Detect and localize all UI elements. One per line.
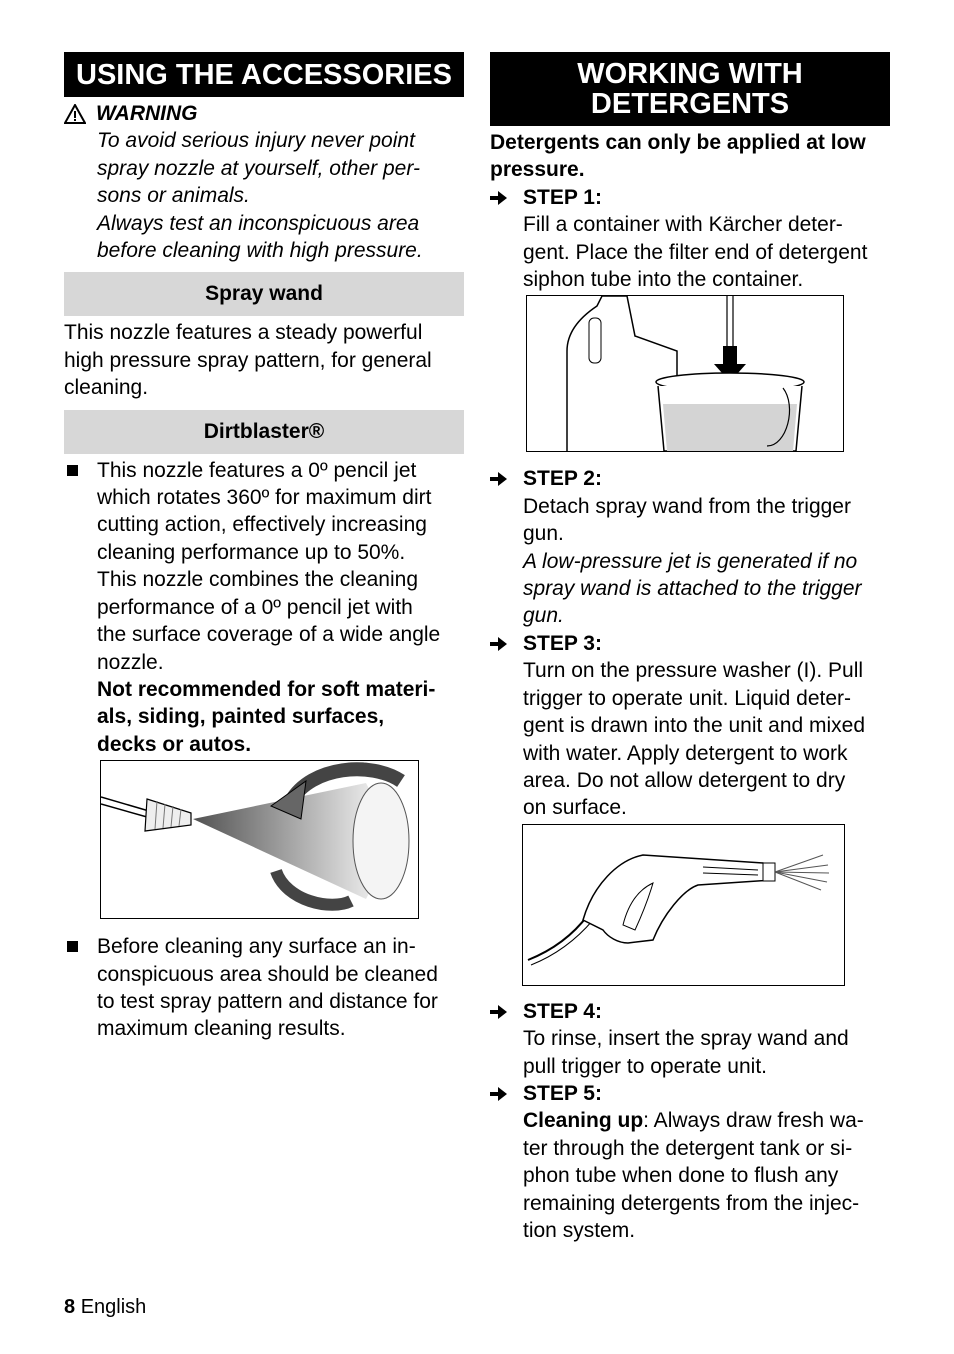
dirtblaster-line: cleaning performance up to 50%.: [97, 540, 406, 564]
arrow-right-icon: [490, 1004, 508, 1020]
warning-line: sons or animals.: [97, 184, 250, 208]
warning-label: WARNING: [96, 102, 198, 125]
right-column: [490, 52, 890, 1244]
step-4-heading: [490, 998, 890, 1025]
step-label: STEP 1:: [523, 185, 602, 209]
step-line: ter through the detergent tank or si-: [523, 1136, 853, 1160]
trigger-gun-illustration: [522, 824, 845, 986]
step-line: Detach spray wand from the trigger: [523, 494, 851, 518]
dirtblaster-illustration: [100, 760, 419, 919]
intro-line: pressure.: [490, 158, 585, 182]
warning-line: spray nozzle at yourself, other per-: [97, 156, 420, 180]
step-line: pull trigger to operate unit.: [523, 1054, 767, 1078]
dirtblaster-caution-line: Not recommended for soft materi-: [97, 677, 436, 701]
step-note-line: A low-pressure jet is generated if no: [523, 549, 858, 573]
detergent-container-illustration: [526, 295, 844, 452]
step-label: STEP 2:: [523, 467, 602, 491]
warning-line: before cleaning with high pressure.: [97, 239, 423, 263]
page-number: 8: [64, 1296, 76, 1318]
step-3-text: [490, 657, 890, 821]
intro-line: Detergents can only be applied at low: [490, 131, 866, 154]
step-line: siphon tube into the container.: [523, 268, 804, 292]
arrow-right-icon: [490, 636, 508, 652]
arrow-right-icon: [490, 190, 508, 206]
step-1-text: [490, 211, 890, 293]
step-line: remaining detergents from the injec-: [523, 1191, 860, 1215]
dirtblaster-line: the surface coverage of a wide angle: [97, 623, 441, 647]
subheading-spray-wand: Spray wand: [64, 272, 464, 316]
step-line: gent. Place the filter end of detergent: [523, 240, 868, 264]
spray-wand-text: [64, 319, 464, 401]
step-line: Turn on the pressure washer (I). Pull: [523, 659, 864, 683]
step-line: To rinse, insert the spray wand and: [523, 1027, 849, 1051]
test-area-line: to test spray pattern and distance for: [97, 989, 438, 1013]
rotating-nozzle-drawing: [101, 761, 418, 918]
dirtblaster-line: performance of a 0º pencil jet with: [97, 595, 413, 619]
step-2-text: [490, 493, 890, 630]
warning-line: To avoid serious injury never point: [97, 129, 415, 153]
step-line: Fill a container with Kärcher deter-: [523, 213, 843, 237]
cleaning-up-lead: Cleaning up: [523, 1109, 644, 1133]
bullet-square-icon: [67, 465, 78, 476]
step-line: on surface.: [523, 796, 627, 820]
dirtblaster-caution-line: decks or autos.: [97, 732, 252, 756]
dirtblaster-line: nozzle.: [97, 650, 164, 674]
step-line: gun.: [523, 522, 564, 546]
dirtblaster-line: which rotates 360º for maximum dirt: [97, 486, 432, 510]
dirtblaster-line: This nozzle features a 0º pencil jet: [97, 458, 417, 482]
warning-triangle-icon: [64, 104, 86, 124]
arrow-right-icon: [490, 1086, 508, 1102]
heading-line: DETERGENTS: [590, 88, 790, 120]
bucket-and-bottle-drawing: [527, 296, 843, 451]
footer-language: English: [80, 1296, 147, 1318]
step-5-heading: [490, 1080, 890, 1107]
step-line: tion system.: [523, 1218, 636, 1242]
step-first-line: [523, 1107, 890, 1134]
section-heading-detergents: [490, 52, 890, 126]
step-line: with water. Apply detergent to work: [523, 741, 848, 765]
dirtblaster-line: cutting action, effectively increasing: [97, 513, 427, 537]
step-line: gent is drawn into the unit and mixed: [523, 714, 866, 738]
warning-line: Always test an inconspicuous area: [97, 211, 420, 235]
warning-text: [64, 127, 464, 264]
heading-line: WORKING WITH: [577, 58, 803, 90]
dirtblaster-bullet-2: [64, 933, 464, 1043]
step-4-text: [490, 1025, 890, 1080]
detergent-intro: [490, 129, 890, 184]
test-area-line: Before cleaning any surface an in-: [97, 935, 416, 959]
page-footer: [64, 1296, 146, 1319]
arrow-right-icon: [490, 471, 508, 487]
dirtblaster-bullet-1: [64, 457, 464, 758]
step-line: area. Do not allow detergent to dry: [523, 768, 846, 792]
spray-wand-line: high pressure spray pattern, for general: [64, 348, 432, 372]
bullet-square-icon: [67, 941, 78, 952]
step-2-heading: [490, 465, 890, 492]
warning-heading: [64, 100, 464, 127]
spray-wand-line: This nozzle features a steady powerful: [64, 321, 423, 345]
step-label: STEP 4:: [523, 999, 602, 1023]
subheading-dirtblaster: Dirtblaster®: [64, 410, 464, 454]
step-3-heading: [490, 630, 890, 657]
dirtblaster-caution-line: als, siding, painted surfaces,: [97, 705, 385, 729]
dirtblaster-line: This nozzle combines the cleaning: [97, 568, 419, 592]
step-label: STEP 5:: [523, 1081, 602, 1105]
step-note-line: spray wand is attached to the trigger: [523, 577, 862, 601]
step-note-line: gun.: [523, 604, 564, 628]
step-line: phon tube when done to flush any: [523, 1164, 839, 1188]
step-line: trigger to operate unit. Liquid deter-: [523, 686, 852, 710]
test-area-line: maximum cleaning results.: [97, 1017, 346, 1041]
step-5-text: [490, 1107, 890, 1244]
trigger-gun-drawing: [523, 825, 844, 985]
section-heading-accessories: USING THE ACCESSORIES: [64, 52, 464, 97]
step-label: STEP 3:: [523, 631, 602, 655]
left-column: [64, 52, 464, 1043]
cleaning-up-rest: : Always draw fresh wa-: [643, 1109, 864, 1133]
step-1-heading: [490, 184, 890, 211]
spray-wand-line: cleaning.: [64, 376, 149, 400]
test-area-line: conspicuous area should be cleaned: [97, 962, 438, 986]
